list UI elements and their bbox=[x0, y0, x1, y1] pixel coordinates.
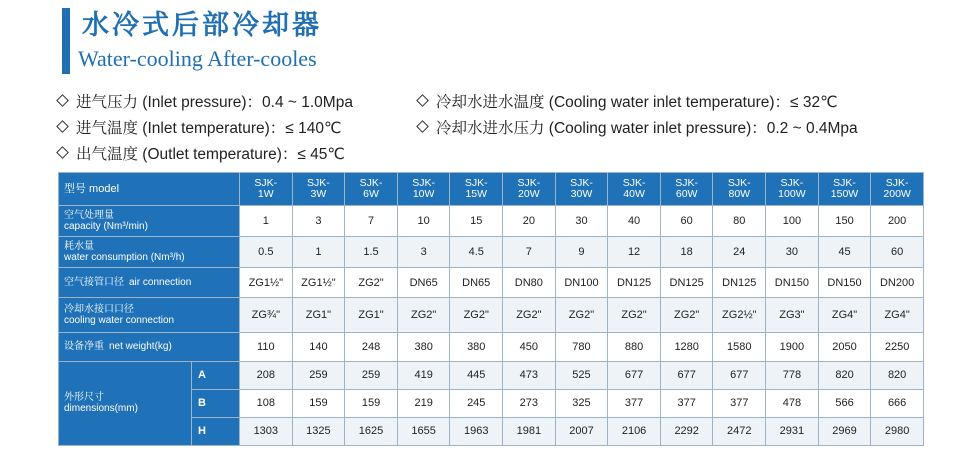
row-label-en: net weight(kg) bbox=[109, 341, 172, 353]
table-cell: DN150 bbox=[818, 268, 871, 298]
table-cell: 60 bbox=[871, 237, 924, 268]
table-cell: 1900 bbox=[766, 332, 819, 361]
table-cell: 100 bbox=[766, 206, 819, 237]
dimensions-label bbox=[59, 361, 192, 445]
table-header-row bbox=[59, 173, 924, 206]
table-cell: 2980 bbox=[871, 417, 924, 445]
table-cell: 325 bbox=[555, 389, 608, 417]
table-cell: DN65 bbox=[450, 268, 503, 298]
table-row bbox=[59, 332, 924, 361]
table-cell: 677 bbox=[713, 361, 766, 389]
table-cell: ZG¾" bbox=[240, 298, 293, 332]
table-cell: ZG2" bbox=[555, 298, 608, 332]
model-suffix: 1W bbox=[257, 188, 274, 200]
table-cell: 2050 bbox=[818, 332, 871, 361]
diamond-bullet-icon bbox=[56, 146, 69, 159]
table-cell: 778 bbox=[766, 361, 819, 389]
row-label bbox=[59, 332, 240, 361]
model-prefix: SJK- bbox=[885, 177, 909, 189]
model-suffix: 15W bbox=[465, 188, 488, 200]
table-cell: 219 bbox=[397, 389, 450, 417]
table-cell: 2250 bbox=[871, 332, 924, 361]
table-cell: ZG2" bbox=[608, 298, 661, 332]
table-cell: 677 bbox=[608, 361, 661, 389]
table-cell: DN125 bbox=[608, 268, 661, 298]
table-cell: ZG2" bbox=[345, 268, 398, 298]
table-cell: DN100 bbox=[555, 268, 608, 298]
table-cell: 1981 bbox=[503, 417, 556, 445]
model-header-cell bbox=[660, 173, 713, 206]
spec-item: 冷却水进水压力 (Cooling water inlet pressure)：0.2 ~ 0.4Mpa bbox=[418, 116, 858, 138]
table-cell: 0.5 bbox=[240, 237, 293, 268]
table-cell: 30 bbox=[766, 237, 819, 268]
row-label bbox=[59, 237, 240, 268]
table-cell: 3 bbox=[292, 206, 345, 237]
table-cell: 820 bbox=[871, 361, 924, 389]
table-cell: 450 bbox=[503, 332, 556, 361]
table-cell: 780 bbox=[555, 332, 608, 361]
model-header-cell bbox=[713, 173, 766, 206]
table-cell: 473 bbox=[503, 361, 556, 389]
table-cell: 566 bbox=[818, 389, 871, 417]
table-cell: 259 bbox=[292, 361, 345, 389]
dimension-key: B bbox=[192, 389, 240, 417]
table-cell: 110 bbox=[240, 332, 293, 361]
table-cell: ZG2" bbox=[660, 298, 713, 332]
table-cell: 273 bbox=[503, 389, 556, 417]
model-suffix: 80W bbox=[728, 188, 751, 200]
table-cell: ZG2" bbox=[450, 298, 503, 332]
table-cell: DN125 bbox=[660, 268, 713, 298]
model-header-cell bbox=[871, 173, 924, 206]
table-cell: 159 bbox=[292, 389, 345, 417]
table-cell: 20 bbox=[503, 206, 556, 237]
model-header-cell bbox=[240, 173, 293, 206]
model-suffix: 40W bbox=[623, 188, 645, 200]
table-cell: ZG3" bbox=[766, 298, 819, 332]
table-cell: 419 bbox=[397, 361, 450, 389]
table-cell: 10 bbox=[397, 206, 450, 237]
title-accent-bar bbox=[62, 8, 70, 74]
spec-item: 进气压力 (Inlet pressure)：0.4 ~ 1.0Mpa bbox=[58, 90, 353, 112]
table-row bbox=[59, 298, 924, 332]
spec-item: 进气温度 (Inlet temperature)：≤ 140℃ bbox=[58, 116, 341, 138]
table-cell: 2969 bbox=[818, 417, 871, 445]
table-cell: 60 bbox=[660, 206, 713, 237]
diamond-bullet-icon bbox=[56, 120, 69, 133]
page-title-en: Water-cooling After-cooles bbox=[78, 46, 317, 71]
table-cell: 150 bbox=[818, 206, 871, 237]
table-cell: 677 bbox=[660, 361, 713, 389]
table-cell: ZG2" bbox=[503, 298, 556, 332]
table-cell: 259 bbox=[345, 361, 398, 389]
table-cell: 208 bbox=[240, 361, 293, 389]
table-cell: 1580 bbox=[713, 332, 766, 361]
row-label bbox=[59, 298, 240, 332]
table-cell: DN150 bbox=[766, 268, 819, 298]
table-cell: 2292 bbox=[660, 417, 713, 445]
table-cell: 820 bbox=[818, 361, 871, 389]
table-cell: 24 bbox=[713, 237, 766, 268]
row-label-cn: 冷却水接口口径 bbox=[64, 303, 134, 315]
table-cell: 1.5 bbox=[345, 237, 398, 268]
diamond-bullet-icon bbox=[416, 120, 429, 133]
model-header-cell bbox=[397, 173, 450, 206]
model-suffix: 10W bbox=[412, 188, 435, 200]
model-suffix: 150W bbox=[830, 188, 859, 200]
row-label-en: cooling water connection bbox=[64, 314, 175, 326]
table-cell: 30 bbox=[555, 206, 608, 237]
table-cell: 880 bbox=[608, 332, 661, 361]
table-cell: ZG4" bbox=[818, 298, 871, 332]
table-row bbox=[59, 361, 924, 389]
model-prefix: SJK- bbox=[675, 177, 699, 189]
table-cell: 140 bbox=[292, 332, 345, 361]
model-header-cell bbox=[450, 173, 503, 206]
model-suffix: 60W bbox=[675, 188, 698, 200]
model-prefix: SJK- bbox=[517, 177, 541, 189]
model-header-cell bbox=[818, 173, 871, 206]
table-cell: 380 bbox=[450, 332, 503, 361]
model-prefix: SJK- bbox=[622, 177, 646, 189]
table-cell: 1963 bbox=[450, 417, 503, 445]
row-label-cn: 空气处理量 bbox=[64, 210, 114, 222]
row-label bbox=[59, 206, 240, 237]
table-cell: 2931 bbox=[766, 417, 819, 445]
table-cell: DN200 bbox=[871, 268, 924, 298]
row-label-en: air connection bbox=[129, 277, 192, 289]
model-prefix: SJK- bbox=[780, 177, 804, 189]
table-cell: 15 bbox=[450, 206, 503, 237]
table-cell: 3 bbox=[397, 237, 450, 268]
row-label-cn: 设备净重 bbox=[64, 341, 104, 353]
table-cell: 525 bbox=[555, 361, 608, 389]
model-header-cell bbox=[503, 173, 556, 206]
spec-table bbox=[58, 172, 924, 446]
row-label-cn: 空气接管口径 bbox=[64, 277, 124, 289]
row-label-cn: 耗水量 bbox=[64, 241, 94, 253]
table-cell: 45 bbox=[818, 237, 871, 268]
dimension-key: A bbox=[192, 361, 240, 389]
table-cell: ZG2" bbox=[397, 298, 450, 332]
table-cell: 40 bbox=[608, 206, 661, 237]
table-cell: ZG2½" bbox=[713, 298, 766, 332]
table-cell: DN125 bbox=[713, 268, 766, 298]
table-row bbox=[59, 268, 924, 298]
table-cell: 159 bbox=[345, 389, 398, 417]
table-cell: 1280 bbox=[660, 332, 713, 361]
table-cell: ZG4" bbox=[871, 298, 924, 332]
model-prefix: SJK- bbox=[307, 177, 330, 189]
table-cell: 248 bbox=[345, 332, 398, 361]
model-header-cell bbox=[345, 173, 398, 206]
model-suffix: 100W bbox=[778, 188, 806, 200]
diamond-bullet-icon bbox=[56, 94, 69, 107]
header-model-label: 型号 model bbox=[59, 173, 240, 206]
spec-item: 出气温度 (Outlet temperature)：≤ 45℃ bbox=[58, 142, 345, 164]
model-suffix: 200W bbox=[883, 188, 911, 200]
table-cell: ZG1½" bbox=[240, 268, 293, 298]
table-cell: 7 bbox=[503, 237, 556, 268]
model-prefix: SJK- bbox=[412, 177, 436, 189]
model-header-cell bbox=[555, 173, 608, 206]
row-label bbox=[59, 268, 240, 298]
row-label-en: water consumption (Nm³/h) bbox=[64, 252, 185, 264]
table-cell: 7 bbox=[345, 206, 398, 237]
model-prefix: SJK- bbox=[254, 177, 278, 189]
table-cell: 1655 bbox=[397, 417, 450, 445]
model-header-cell bbox=[766, 173, 819, 206]
table-cell: ZG1" bbox=[292, 298, 345, 332]
table-cell: 2472 bbox=[713, 417, 766, 445]
page-title-cn: 水冷式后部冷却器 bbox=[82, 10, 322, 41]
dimension-key: H bbox=[192, 417, 240, 445]
table-cell: ZG1½" bbox=[292, 268, 345, 298]
model-prefix: SJK- bbox=[464, 177, 488, 189]
table-cell: 108 bbox=[240, 389, 293, 417]
table-cell: ZG1" bbox=[345, 298, 398, 332]
table-cell: 1325 bbox=[292, 417, 345, 445]
row-label-en: capacity (Nm³/min) bbox=[64, 221, 148, 233]
table-cell: 4.5 bbox=[450, 237, 503, 268]
table-row bbox=[59, 237, 924, 268]
model-prefix: SJK- bbox=[359, 177, 383, 189]
table-cell: DN65 bbox=[397, 268, 450, 298]
table-cell: 377 bbox=[713, 389, 766, 417]
table-cell: 1303 bbox=[240, 417, 293, 445]
table-cell: DN80 bbox=[503, 268, 556, 298]
table-cell: 2106 bbox=[608, 417, 661, 445]
dimensions-label-cn: 外形尺寸 bbox=[64, 392, 104, 404]
table-row bbox=[59, 206, 924, 237]
dimensions-label-en: dimensions(mm) bbox=[64, 403, 138, 415]
table-cell: 12 bbox=[608, 237, 661, 268]
model-suffix: 3W bbox=[310, 188, 327, 200]
spec-item: 冷却水进水温度 (Cooling water inlet temperature)：≤ 32℃ bbox=[418, 90, 837, 112]
model-header-cell bbox=[292, 173, 345, 206]
table-cell: 380 bbox=[397, 332, 450, 361]
model-prefix: SJK- bbox=[833, 177, 856, 189]
table-cell: 1625 bbox=[345, 417, 398, 445]
table-cell: 80 bbox=[713, 206, 766, 237]
table-cell: 377 bbox=[608, 389, 661, 417]
model-suffix: 20W bbox=[518, 188, 540, 200]
model-prefix: SJK- bbox=[570, 177, 593, 189]
table-cell: 18 bbox=[660, 237, 713, 268]
table-cell: 245 bbox=[450, 389, 503, 417]
table-cell: 1 bbox=[292, 237, 345, 268]
table-cell: 1 bbox=[240, 206, 293, 237]
table-cell: 478 bbox=[766, 389, 819, 417]
model-suffix: 30W bbox=[570, 188, 593, 200]
model-suffix: 6W bbox=[363, 188, 379, 200]
table-cell: 666 bbox=[871, 389, 924, 417]
table-cell: 2007 bbox=[555, 417, 608, 445]
model-header-cell bbox=[608, 173, 661, 206]
table-cell: 445 bbox=[450, 361, 503, 389]
table-cell: 9 bbox=[555, 237, 608, 268]
model-prefix: SJK- bbox=[727, 177, 751, 189]
table-cell: 377 bbox=[660, 389, 713, 417]
table-cell: 200 bbox=[871, 206, 924, 237]
diamond-bullet-icon bbox=[416, 94, 429, 107]
